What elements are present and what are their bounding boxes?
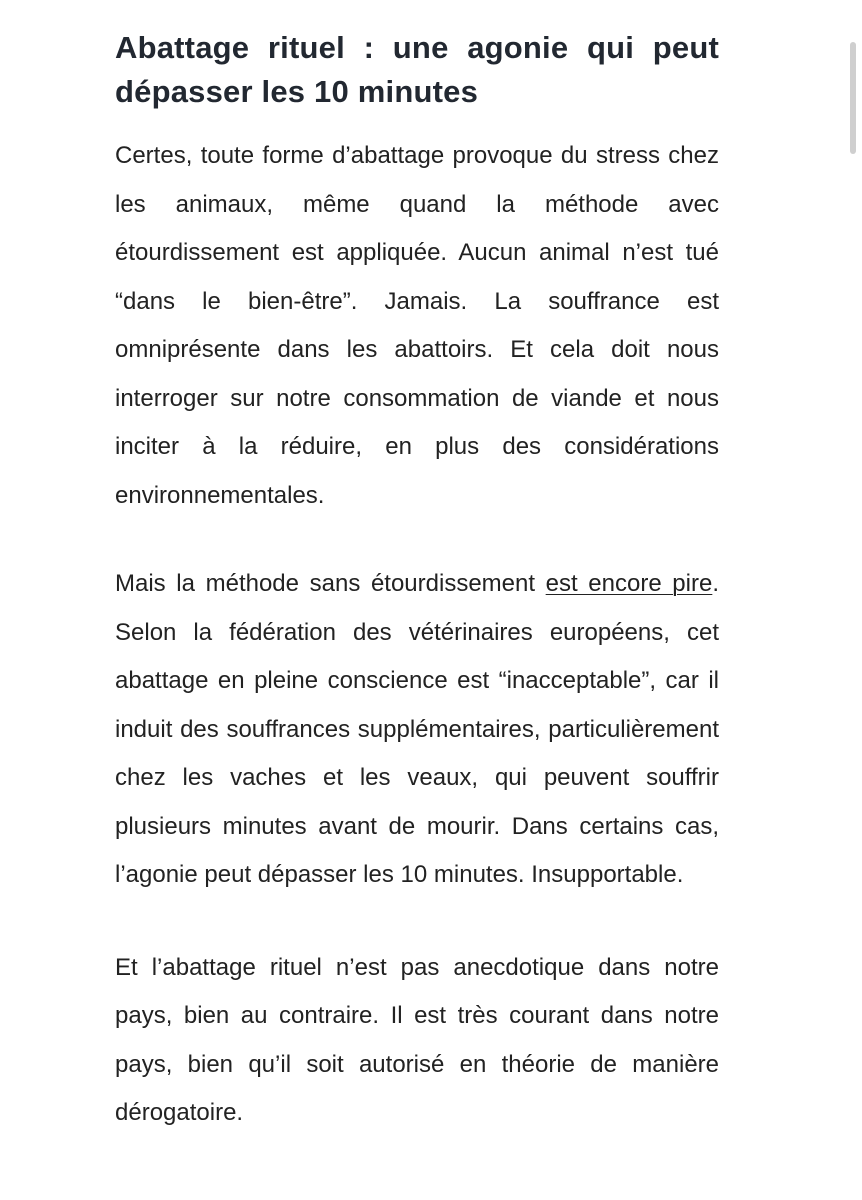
article-title: Abattage rituel : une agonie qui peut dépasser les 10 minutes [115,30,719,109]
paragraph-2-text-before-link: Mais la méthode sans étourdissement [115,570,546,597]
paragraph-1: Certes, toute forme d’abattage provoque du stress chez les animaux, même quand la méthode avec étourdissement est appliquée. Aucun animal n’est tué “dans le bien-être”. Jamais. La souffrance est omniprésente dans les abattoirs. Et cela doit nous interroger sur notre consommation de viande et nous inciter à la réduire, en plus des considérations environnementales. [115,142,719,509]
article [115,26,719,1138]
est-encore-pire-link[interactable]: est encore pire [545,570,713,597]
paragraph-2 [115,560,719,900]
scrollbar-thumb[interactable] [850,42,856,154]
paragraph-3: Et l’abattage rituel n’est pas anecdotique dans notre pays, bien au contraire. Il est très courant dans notre pays, bien qu’il soit autorisé en théorie de manière dérogatoire. [115,953,719,1126]
paragraph-2-text-after-link: . Selon la fédération des vétérinaires européens, cet abattage en pleine conscience est “inacceptable”, car il induit des souffrances supplémentaires, particulièrement chez les vaches et les veaux, qui peuvent souffrir plusieurs minutes avant de mourir. Dans certains cas, l’agonie peut dépasser les 10 minutes. Insupportable. [115,570,719,888]
